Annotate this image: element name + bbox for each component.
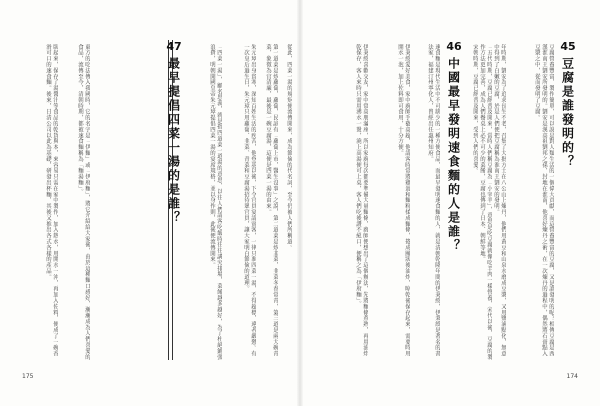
right-col-e: 速食麵是現代生活中不可缺少的一種方便食品，而最早發明速食麵的人，就是清朝乾隆年間的伊秉綬，伊秉綬是著名的書法家，福建汀州寧化人，曾經出任惠州知府。 [426,44,440,357]
right-heading-2 [444,40,464,253]
right-col-f: 伊秉綬愛好美食，家中廚師手藝高超，他請客時常將雞蛋和麵粉揉成麵條，捲成團狀後油炸，晾乾後保存起來，需要時用開水一泡，加上佐料即可食用，十分方便。 [396,44,410,357]
left-col-b: 東方的吃法傳入我國時，它的名字是「伊麵」或「伊府麵」，將它介紹給大家後，由於這種麵口感好，漸漸成為人們喜愛的食品，流傳至今，清朝時期，都被速食麵稱為「麵湯麵」。 [76,44,90,360]
question-title: 豆腐是誰發明的？ [560,57,575,169]
right-heading-1 [558,40,578,169]
question-number: 47 [166,40,182,53]
right-col-b: 年時期，劉安為了追求長生不老，召集了大批方士在八公山上煉丹，他們用黃豆和山泉水磨成豆漿，又用鹽滷點化，無意中得到了白嫩的豆腐，於是人們便把豆腐稱為淮南王劉安的發明。 [492,44,506,357]
left-heading [164,40,184,225]
page-number-right: 174 [566,373,578,380]
right-col-c: 「五代時期，豆腐已經普及開來，當時人們稱豆腐為「小宰羊」，意思是吃豆腐就像吃羊肉一樣營養，宋代以後，豆腐的製作方法更加完善，成為人們餐桌上必不可少的菜餚，豆腐也傳到了日本、朝鮮等地。 [478,44,492,360]
left-col-d: 朱元璋出身貧寒，深知百姓生活的疾苦，他登基以後，下令官員宴請賓客，一律只准四菜一湯，不得超標，違者嚴懲。有一次皇后過生日，朱元璋只用蘿蔔、韭菜、青菜和豆腐湯招待眾官員，讓大家明白節儉的道理。 [242,44,256,357]
left-col-e: 第一道菜是炒蘿蔔，蘿蔔，民諺有「蘿蔔上市，醫生沒事」之說，第二道菜是炒韭菜，韭菜冬春常青，第三道是兩大碗青菜，象徵為官清廉，最後是一碗豆腐湯，這便是四菜一湯的由來。 [264,44,278,357]
left-col-a: 臥起來，保存了湯醬汁等食品的乾貨與本，來容易只需在家中製作，加入熱水，用開水一沖，再加入佐料，便成了一碗香滑可口的速食麵。後來，日清公司以此為基礎，研發出杯麵，其後又推出各式各樣的產品。 [44,44,58,357]
question-title: 中國最早發明速食麵的人是誰？ [446,57,461,253]
right-col-g: 伊秉綬喜歡交友，家中常高朋滿座，所以家廚每次都要準備大量麵條，廚師便想出了這個辦法，先將麵條煮熟，再用油炸乾保存，客人來時只需用沸水一燙，澆上高湯便可上桌，客人們吃後讚不絕口，便稱之為「伊府麵」。 [354,44,368,357]
left-col-c: 「四菜一湯」，顧名思義，就是指四道菜一道湯的意思，以往人們請客吃飯時往往講究排場，菜餚越多越好，為了杜絕鋪張浪費，明朝開國皇帝朱元璋提倡四菜一湯的宴席規格，並以身作則，此後便流傳開來。 [208,44,222,360]
question-title: 最早提倡四菜一湯的是誰？ [166,57,181,225]
question-number: 45 [560,40,576,53]
right-page [300,0,600,406]
right-col-d: 宋朝時期，豆腐已經普及開來，受到人們的喜愛。 [472,44,478,174]
right-col-a: 豆腐營養豐富，製作簡單，可以說是對人類生活的一個偉大貢獻，而這營養豐富的豆腐，又是誰發明的呢？相傳豆腐是西漢淮南王劉安所發明的。劉安是漢高祖劉邦之孫，封地在淮南，他喜好煉丹之術，在一次煉丹的過程中，偶然將石膏點入豆漿之中，從而發明了豆腐。 [533,44,554,357]
page-number-left: 175 [22,373,34,380]
left-col-f: 從此，四菜一湯的規矩便流傳開來，成為節儉的代名詞，至今仍被人們所稱道。 [286,44,292,251]
question-number: 46 [446,40,462,53]
